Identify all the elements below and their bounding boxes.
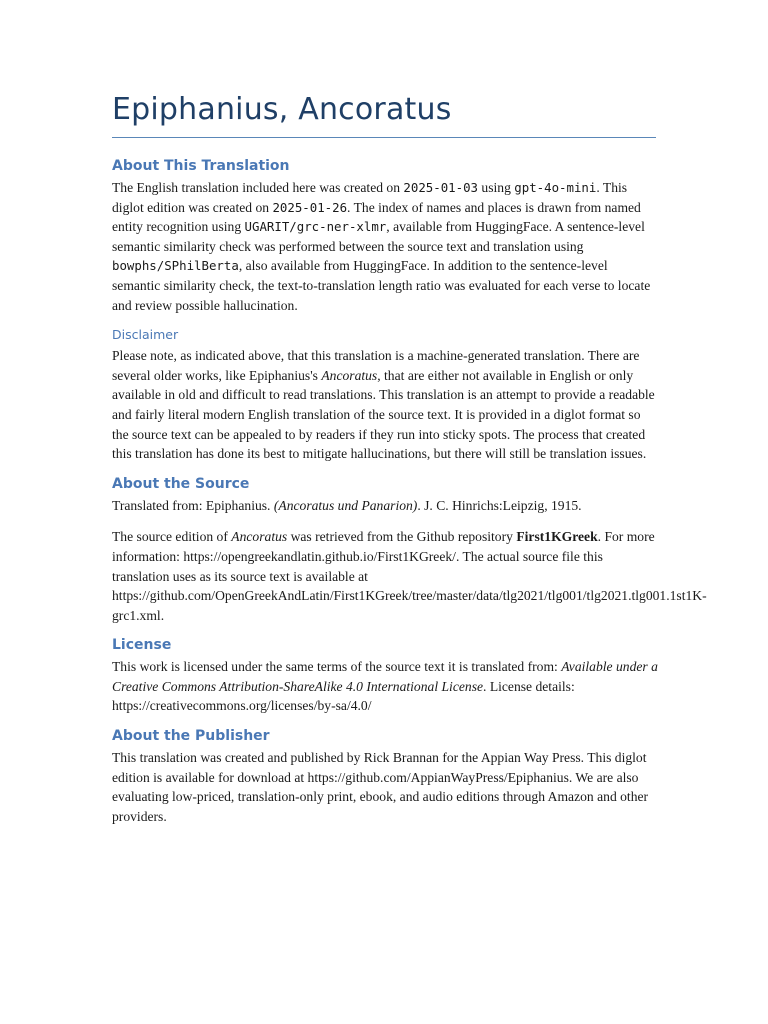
text-run: , that are either not available in English or only available in old and difficult to read translations. This translation is an attempt to provide a readable and fairly literal modern English translation of the source text. It is provided in a diglot format so the source text can be appealed to by readers if they run into sticky spots. The process that created this translation has done its best to mitigate hallucinations, but there will still be translation issues. [112,367,655,462]
text-run: The source edition of [112,529,232,545]
text-run: Translated from: Epiphanius. [112,497,274,513]
page-title: Epiphanius, Ancoratus [112,92,656,138]
license-text [112,657,658,716]
publisher-text: This translation was created and published by Rick Brannan for the Appian Way Press. This diglot edition is available for download at https://github.com/AppianWayPress/Epiphanius. We are also evaluating low-priced, translation-only print, ebook, and audio editions through Amazon and other providers. [112,750,649,824]
document-body [112,158,707,838]
text-run: . The index of names and places is drawn from named entity recognition using [112,199,641,235]
source-citation [112,496,658,516]
disclaimer-heading: Disclaimer [112,327,179,343]
work-title: Ancoratus [231,529,288,545]
ner-model-name: UGARIT/grc-ner-xlmr [244,219,387,235]
text-run: was retrieved from the Github repository [287,529,517,545]
edition-date: 2025-01-26 [272,199,348,215]
about-source-section [112,475,707,626]
about-translation-section [112,158,658,315]
text-run: . License details: https://creativecommons.org/licenses/by-sa/4.0/ [112,678,575,714]
text-run: . For more information: https://opengreekandlatin.github.io/First1KGreek/. The actual source file this translation uses as its source text is available at https://github.com/OpenGreekAndLatin/First1KGreek/tree/master/data/tlg2021/tlg001/tlg2021.tlg001.1st1K-grc1.xml. [112,529,707,623]
repository-name: First1KGreek [516,529,598,545]
disclaimer-section [112,327,658,464]
model-name: gpt-4o-mini [514,180,597,195]
text-run: The English translation included here was created on [112,180,404,195]
text-run: , also available from HuggingFace. In addition to the sentence-level semantic similarity check, the text-to-translation length ratio was evaluated for each verse to locate and review possible hallucination. [112,258,651,313]
text-run: using [478,180,515,195]
work-title: Ancoratus [321,367,378,383]
similarity-model-name: bowphs/SPhilBerta [112,258,239,274]
source-edition-text [112,527,707,625]
about-translation-text [112,178,658,315]
license-heading: License [112,637,172,654]
text-run: This work is licensed under the same terms of the source text it is translated from: [112,659,562,675]
translation-date: 2025-01-03 [403,180,479,195]
text-run: Please note, as indicated above, that this translation is a machine-generated translation. There are several older works, like Epiphanius's [112,348,640,383]
text-run: , available from HuggingFace. A sentence-level semantic similarity check was performed between the source text and translation using [112,219,645,254]
publisher-heading: About the Publisher [112,728,270,745]
publisher-section [112,728,658,826]
disclaimer-text [112,346,658,464]
about-source-heading: About the Source [112,475,250,492]
license-name: Available under a Creative Commons Attribution-ShareAlike 4.0 International License [112,659,658,694]
about-translation-heading: About This Translation [112,158,290,174]
text-run: . J. C. Hinrichs:Leipzig, 1915. [417,497,582,513]
source-title: (Ancoratus und Panarion) [273,497,418,513]
license-section [112,637,658,716]
text-run: . This diglot edition was created on [112,180,628,215]
